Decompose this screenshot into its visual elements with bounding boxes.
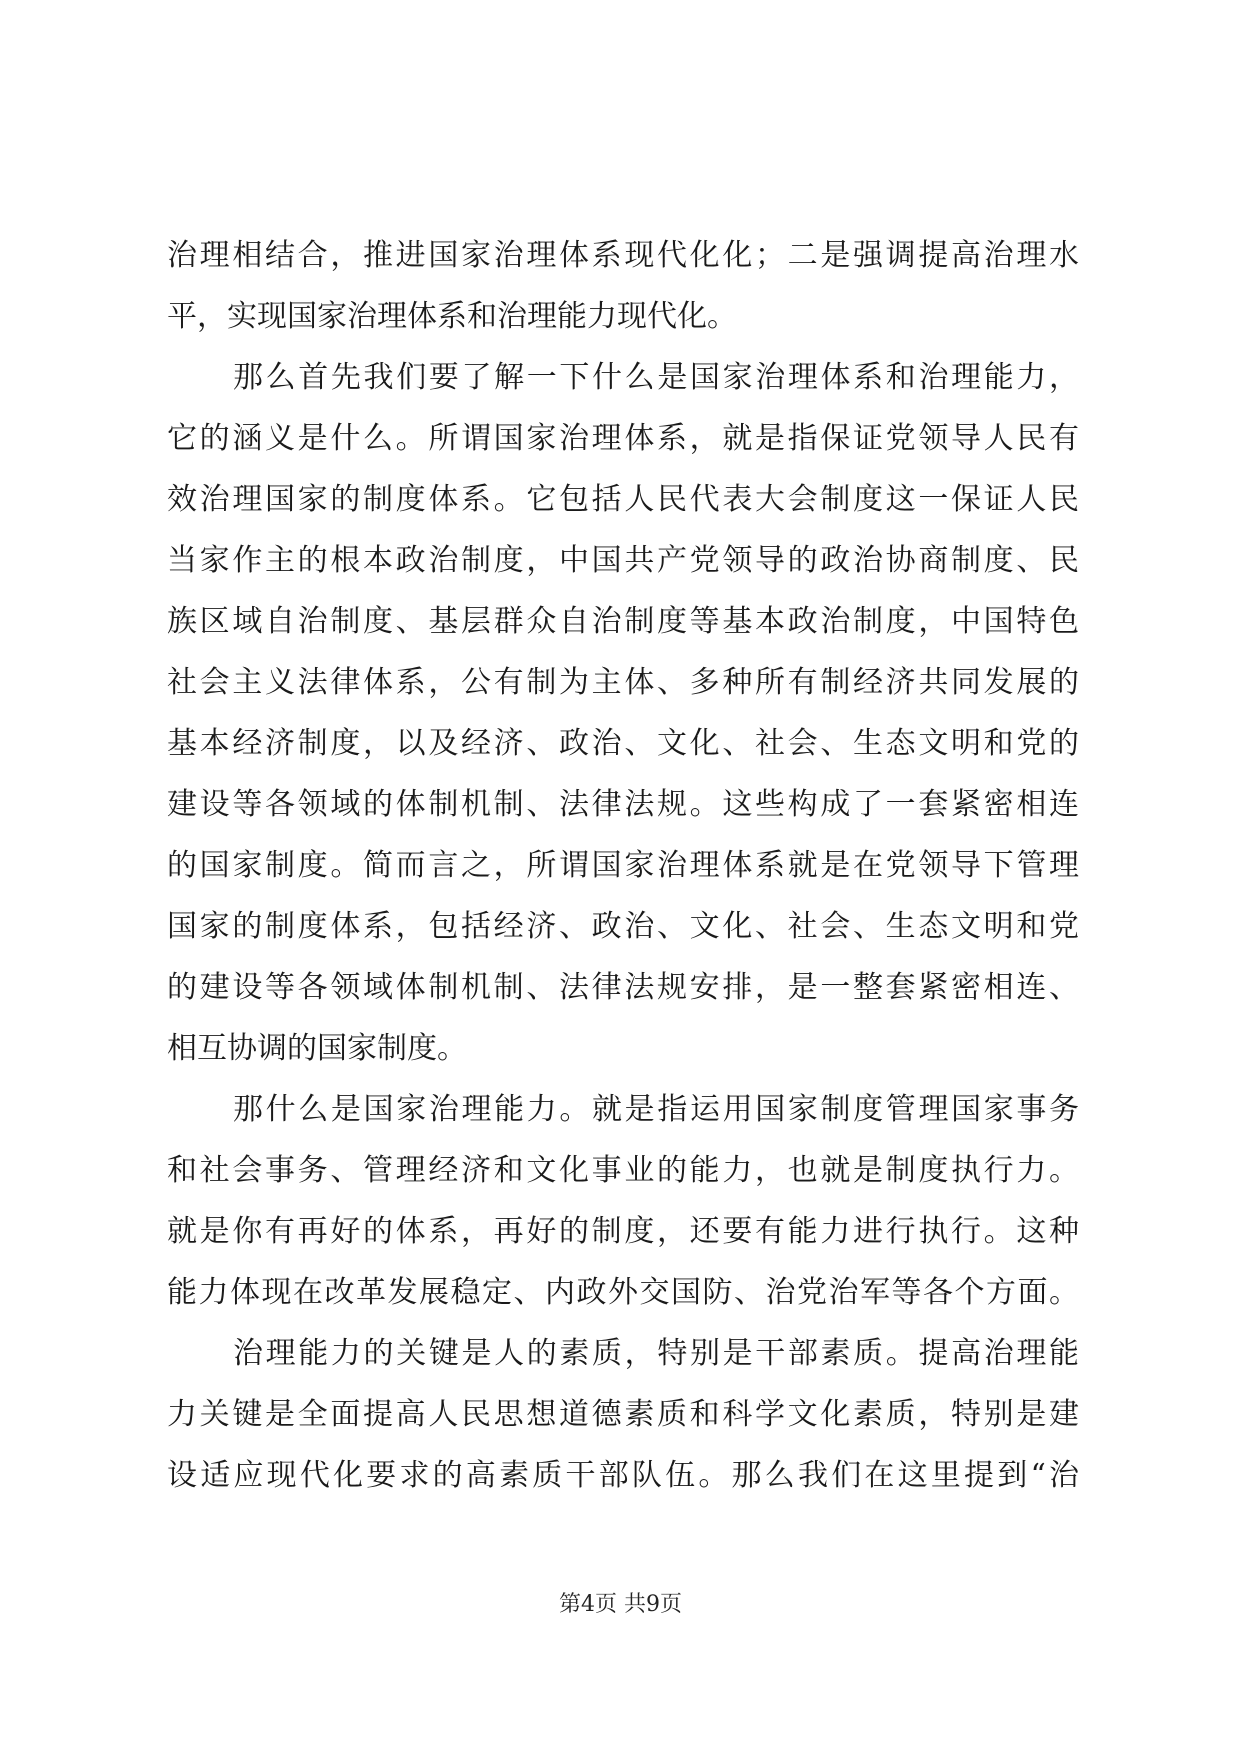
text-line: 建设等各领域的体制机制、法律法规。这些构成了一套紧密相连 (167, 787, 1079, 822)
text-line: 力关键是全面提高人民思想道德素质和科学文化素质，特别是建 (167, 1397, 1079, 1432)
text-line: 社会主义法律体系，公有制为主体、多种所有制经济共同发展的 (167, 665, 1079, 700)
text-line: 族区域自治制度、基层群众自治制度等基本政治制度，中国特色 (167, 604, 1079, 639)
paragraph-start-line: 治理能力的关键是人的素质，特别是干部素质。提高治理能 (233, 1336, 1079, 1371)
text-line: 能力体现在改革发展稳定、内政外交国防、治党治军等各个方面。 (167, 1275, 1079, 1310)
paragraph-start-line: 那么首先我们要了解一下什么是国家治理体系和治理能力， (233, 360, 1079, 395)
text-line: 就是你有再好的体系，再好的制度，还要有能力进行执行。这种 (167, 1214, 1079, 1249)
text-line: 的国家制度。简而言之，所谓国家治理体系就是在党领导下管理 (167, 848, 1079, 883)
text-line: 当家作主的根本政治制度，中国共产党领导的政治协商制度、民 (167, 543, 1079, 578)
text-line: 国家的制度体系，包括经济、政治、文化、社会、生态文明和党 (167, 909, 1079, 944)
text-line: 的建设等各领域体制机制、法律法规安排，是一整套紧密相连、 (167, 970, 1079, 1005)
paragraph-start-line: 那什么是国家治理能力。就是指运用国家制度管理国家事务 (233, 1092, 1079, 1127)
text-line: 效治理国家的制度体系。它包括人民代表大会制度这一保证人民 (167, 482, 1079, 517)
page-body (167, 225, 1079, 1506)
text-line: 基本经济制度，以及经济、政治、文化、社会、生态文明和党的 (167, 726, 1079, 761)
text-line: 治理相结合，推进国家治理体系现代化化；二是强调提高治理水 (167, 238, 1079, 273)
page-number-footer: 第4页 共9页 (559, 1592, 682, 1617)
text-line: 平，实现国家治理体系和治理能力现代化。 (167, 299, 737, 334)
text-line: 和社会事务、管理经济和文化事业的能力，也就是制度执行力。 (167, 1153, 1079, 1188)
text-line: 它的涵义是什么。所谓国家治理体系，就是指保证党领导人民有 (167, 421, 1079, 456)
text-line: 设适应现代化要求的高素质干部队伍。那么我们在这里提到“治 (167, 1458, 1079, 1493)
text-line: 相互协调的国家制度。 (167, 1031, 467, 1066)
